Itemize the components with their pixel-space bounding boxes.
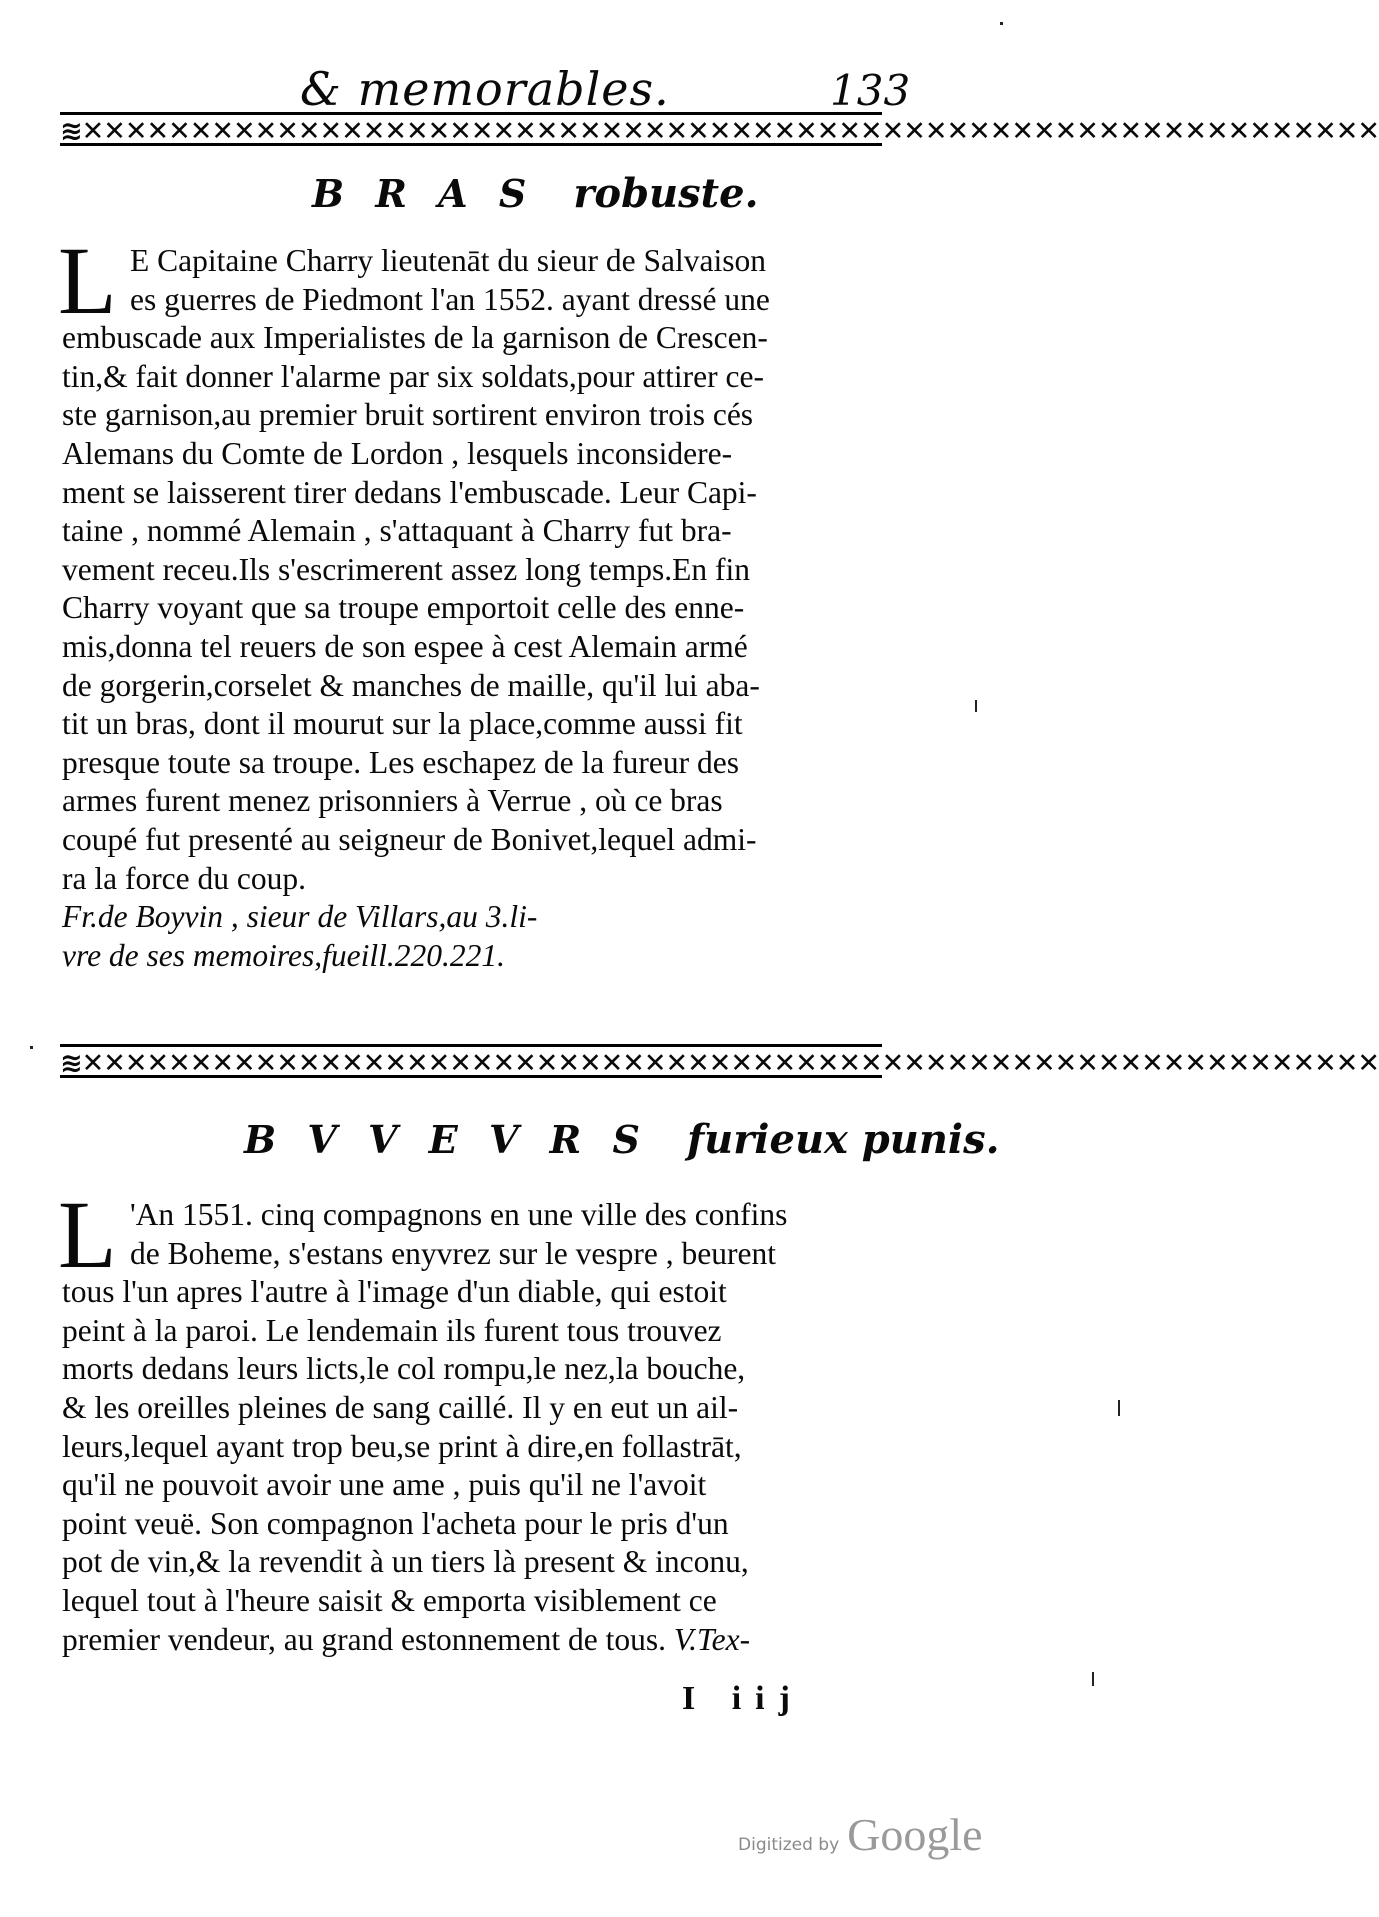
text-line: tin,& fait donner l'alarme par six soldats,pour attirer ce- <box>62 358 764 394</box>
text-line: point veuë. Son compagnon l'acheta pour le pris d'un <box>62 1505 729 1541</box>
drop-cap: L <box>58 1181 117 1288</box>
entry-body <box>62 242 886 898</box>
google-logo: Google <box>847 1809 983 1860</box>
text-line: ste garnison,au premier bruit sortirent environ trois cés <box>62 397 754 433</box>
text-line: premier vendeur, au grand estonnement de tous. V.Tex- <box>62 1621 751 1657</box>
text-line: E Capitaine Charry lieutenāt du sieur de Salvaison <box>130 243 766 278</box>
watermark-prefix: Digitized by <box>738 1835 840 1855</box>
text-line: taine , nommé Alemain , s'attaquant à Charry fut bra- <box>62 513 732 549</box>
running-title: & memorables. <box>300 62 670 116</box>
paper-speck <box>975 700 977 712</box>
drop-cap: L <box>58 227 117 334</box>
citation-line <box>62 937 886 976</box>
entry-buveurs-punis <box>58 1181 886 1659</box>
digitized-watermark <box>738 1808 983 1861</box>
section-title-bras <box>312 170 759 217</box>
text-line: morts dedans leurs licts,le col rompu,le nez,la bouche, <box>62 1351 746 1387</box>
paper-speck <box>1092 1672 1094 1686</box>
text-line: 'An 1551. cinq compagnons en une ville des confins <box>130 1197 788 1232</box>
entry-bras-robuste <box>58 227 886 975</box>
section-title-caps: B V V E V R S <box>244 1117 649 1162</box>
text-line: Alemans du Comte de Lordon , lesquels inconsiderе- <box>62 435 733 471</box>
text-line: ra la force du coup. <box>62 860 307 896</box>
ornament-band-middle: ≋✕✕✕✕✕✕✕✕✕✕✕✕✕✕✕✕✕✕✕✕✕✕✕✕✕✕✕✕✕✕✕✕✕✕✕✕✕✕✕✕✕✕✕✕✕✕✕✕✕✕✕✕✕✕✕✕✕✕✕✕ <box>60 1044 882 1078</box>
text-line: de Boheme, s'estans enyvrez sur le vespre , beurent <box>130 1235 776 1271</box>
section-title-caps: B R A S <box>312 171 536 216</box>
entry-body <box>62 1196 886 1659</box>
citation: vre de ses memoires,fueill.220.221. <box>62 937 505 973</box>
section-title-buveurs <box>244 1116 1000 1163</box>
citation-line <box>62 898 886 937</box>
text-line: vement receu.Ils s'escrimerent assez long temps.En fin <box>62 551 750 587</box>
signature-mark: I iij <box>682 1680 804 1717</box>
ornament-band-top: ≋✕✕✕✕✕✕✕✕✕✕✕✕✕✕✕✕✕✕✕✕✕✕✕✕✕✕✕✕✕✕✕✕✕✕✕✕✕✕✕✕✕✕✕✕✕✕✕✕✕✕✕✕✕✕✕✕✕✕✕✕ <box>60 112 882 146</box>
text-line: Charry voyant que sa troupe emportoit celle des enne- <box>62 590 745 626</box>
text-line: presque toute sa troupe. Les eschapez de la fureur des <box>62 744 739 780</box>
text-line: qu'il ne pouvoit avoir une ame , puis qu'il ne l'avoit <box>62 1467 707 1503</box>
text-line: peint à la paroi. Le lendemain ils furent tous trouvez <box>62 1312 722 1348</box>
text-line: mis,donna tel reuers de son espee à cest Alemain armé <box>62 628 748 664</box>
paper-speck <box>1118 1400 1120 1416</box>
paper-speck <box>1000 22 1003 25</box>
section-title-rest: robuste. <box>573 170 759 217</box>
page-number: 133 <box>830 66 911 115</box>
text-line: tit un bras, dont il mourut sur la place,comme aussi fit <box>62 706 743 742</box>
paper-speck <box>30 1046 33 1049</box>
text-line: ment se laisserent tirer dedans l'embuscade. Leur Capi- <box>62 474 757 510</box>
citation: V.Tex- <box>666 1621 751 1657</box>
text-line: tous l'un apres l'autre à l'image d'un diable, qui estoit <box>62 1274 727 1310</box>
text-line: coupé fut presenté au seigneur de Bonivet,lequel admi- <box>62 821 757 857</box>
text-line: leurs,lequel ayant trop beu,se print à dire,en follastrāt, <box>62 1428 742 1464</box>
text-line: es guerres de Piedmont l'an 1552. ayant dressé une <box>130 281 770 317</box>
text-line: pot de vin,& la revendit à un tiers là present & inconu, <box>62 1544 749 1580</box>
text-line: & les oreilles pleines de sang caillé. Il y en eut un ail- <box>62 1389 739 1425</box>
citation: Fr.de Boyvin , sieur de Villars,au 3.li- <box>62 899 538 935</box>
text-line: embuscade aux Imperialistes de la garnison de Crescen- <box>62 320 768 356</box>
text-line: armes furent menez prisonniers à Verrue , où ce bras <box>62 783 723 819</box>
text-line: de gorgerin,corselet & manches de maille, qu'il lui aba- <box>62 667 760 703</box>
text-line: lequel tout à l'heure saisit & emporta visiblement ce <box>62 1582 717 1618</box>
section-title-rest: furieux punis. <box>686 1116 1000 1163</box>
